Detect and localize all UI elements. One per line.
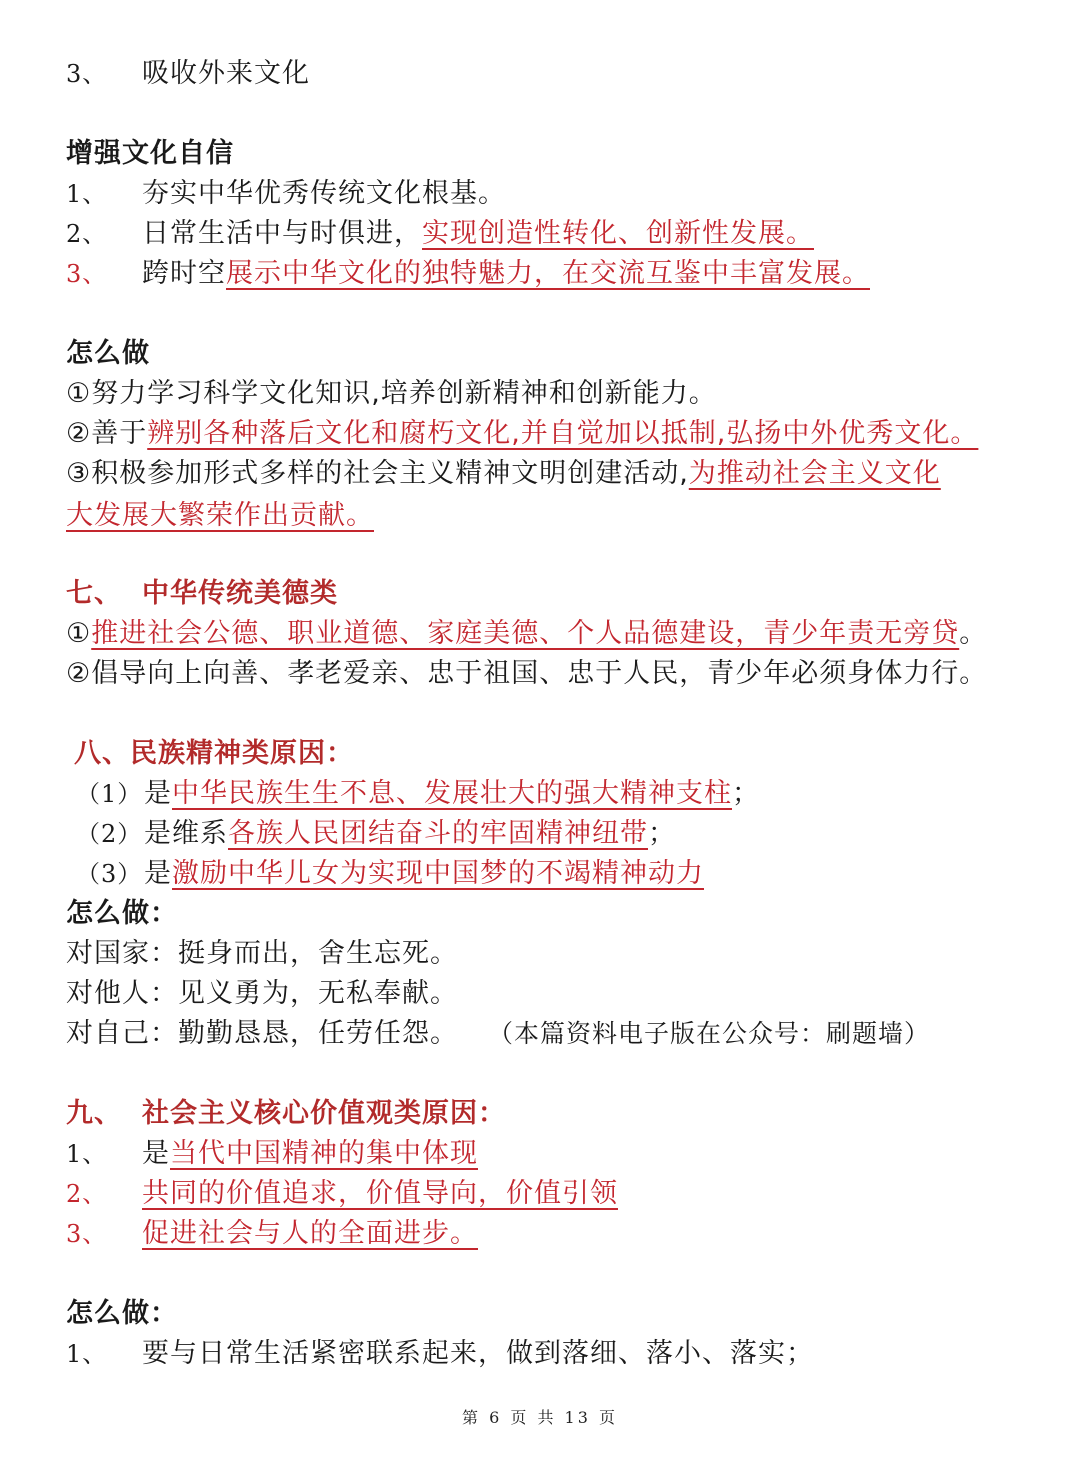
list-item: ②善于辨别各种落后文化和腐朽文化,并自觉加以抵制,弘扬中外优秀文化。 (66, 418, 979, 449)
highlighted-text: 大发展大繁荣作出贡献。 (66, 500, 374, 531)
section-heading: 九、 社会主义核心价值观类原因： (66, 1098, 506, 1129)
list-item: 3、 促进社会与人的全面进步。 (66, 1218, 478, 1249)
section-heading: 怎么做 (66, 338, 150, 369)
list-item: ①推进社会公德、职业道德、家庭美德、个人品德建设，青少年责无旁贷。 (66, 618, 988, 649)
list-item-continuation (66, 498, 374, 534)
highlighted-text: 促进社会与人的全面进步。 (142, 1218, 478, 1249)
section-heading: 增强文化自信 (66, 138, 234, 169)
highlighted-text: 推进社会公德、职业道德、家庭美德、个人品德建设，青少年责无旁贷 (91, 618, 960, 649)
section-heading: 怎么做： (66, 898, 178, 929)
highlighted-text: 中华民族生生不息、发展壮大的强大精神支柱 (172, 778, 732, 809)
highlighted-text: 共同的价值追求，价值导向，价值引领 (142, 1178, 618, 1209)
list-item: （2）是维系各族人民团结奋斗的牢固精神纽带； (76, 818, 676, 849)
list-item: 3、 跨时空展示中华文化的独特魅力，在交流互鉴中丰富发展。 (66, 258, 870, 289)
list-item: （1）是中华民族生生不息、发展壮大的强大精神支柱； (76, 778, 760, 809)
list-item: 对自己：勤勤恳恳，任劳任怨。 （本篇资料电子版在公众号：刷题墙） (66, 1018, 931, 1049)
list-item: 2、 日常生活中与时俱进，实现创造性转化、创新性发展。 (66, 218, 814, 249)
list-item: 3、 吸收外来文化 (66, 58, 310, 89)
list-item: 1、 是当代中国精神的集中体现 (66, 1138, 478, 1169)
highlighted-text: 展示中华文化的独特魅力，在交流互鉴中丰富发展。 (226, 258, 870, 289)
highlighted-text: 为推动社会主义文化 (688, 458, 941, 489)
list-item: ②倡导向上向善、孝老爱亲、忠于祖国、忠于人民，青少年必须身体力行。 (66, 658, 988, 689)
section-heading: 怎么做： (66, 1298, 178, 1329)
list-item: ①努力学习科学文化知识,培养创新精神和创新能力。 (66, 378, 717, 409)
section-heading: 八、民族精神类原因： (74, 738, 354, 769)
list-item: （3）是激励中华儿女为实现中国梦的不竭精神动力 (76, 858, 704, 889)
list-item: 2、 共同的价值追求，价值导向，价值引领 (66, 1178, 618, 1209)
highlighted-text: 激励中华儿女为实现中国梦的不竭精神动力 (172, 858, 704, 889)
list-item: 1、 要与日常生活紧密联系起来，做到落细、落小、落实； (66, 1338, 814, 1369)
source-note: （本篇资料电子版在公众号：刷题墙） (488, 1019, 931, 1048)
list-item: ③积极参加形式多样的社会主义精神文明创建活动,为推动社会主义文化 (66, 458, 941, 489)
page-footer: 第 6 页 共 13 页 (462, 1408, 618, 1427)
highlighted-text: 各族人民团结奋斗的牢固精神纽带 (228, 818, 648, 849)
list-item: 对他人：见义勇为，无私奉献。 (66, 978, 458, 1009)
highlighted-text: 当代中国精神的集中体现 (170, 1138, 478, 1169)
list-item: 对国家：挺身而出，舍生忘死。 (66, 938, 458, 969)
list-item: 1、 夯实中华优秀传统文化根基。 (66, 178, 506, 209)
highlighted-text: 辨别各种落后文化和腐朽文化,并自觉加以抵制,弘扬中外优秀文化。 (147, 418, 979, 449)
highlighted-text: 实现创造性转化、创新性发展。 (422, 218, 814, 249)
section-heading: 七、 中华传统美德类 (66, 578, 338, 609)
